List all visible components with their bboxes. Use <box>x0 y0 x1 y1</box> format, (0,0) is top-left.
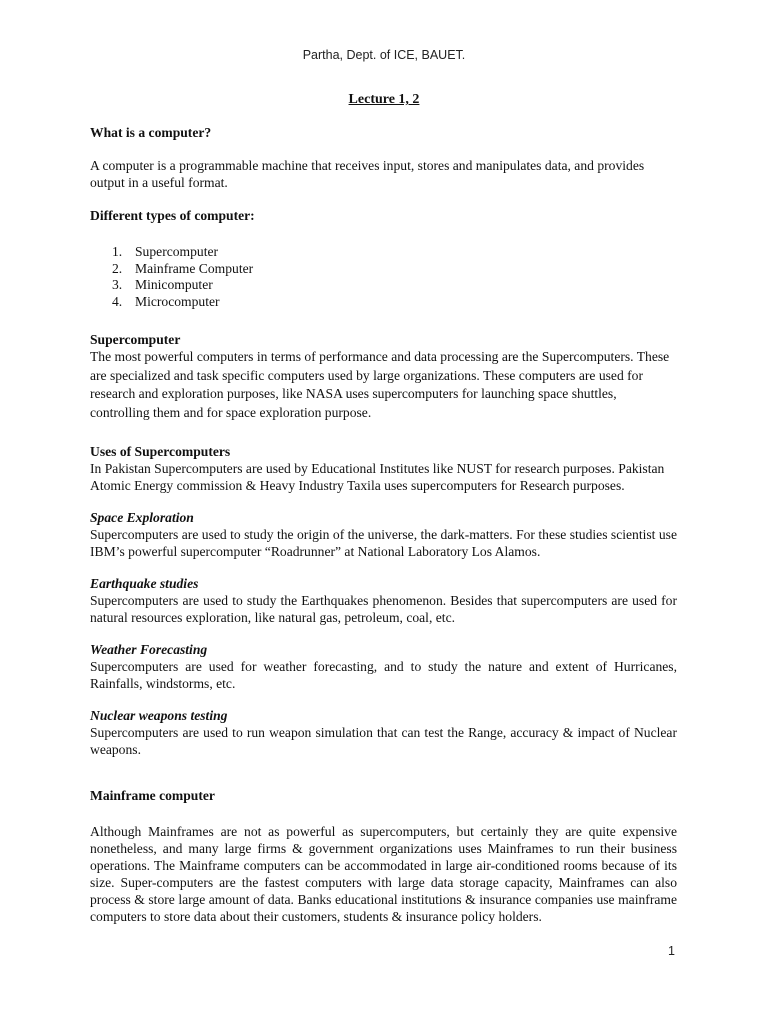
page-header: Partha, Dept. of ICE, BAUET. <box>302 48 466 62</box>
nuclear-body: Supercomputers are used to run weapon simulation that can test the Range, accuracy & impact of Nuclear weapons. <box>90 725 677 757</box>
space-exploration-body: Supercomputers are used to study the origin of the universe, the dark-matters. For these studies scientist use IBM’s powerful supercomputer “Roadrunner” at National Laboratory Los Alamos. <box>90 527 677 559</box>
weather-body: Supercomputers are used for weather forecasting, and to study the nature and extent of Hurricanes, Rainfalls, windstorms, etc. <box>90 659 677 691</box>
list-item <box>90 244 677 261</box>
what-is-heading: What is a computer? <box>90 125 212 140</box>
weather-heading: Weather Forecasting <box>90 642 208 657</box>
space-exploration-heading: Space Exploration <box>90 510 194 525</box>
types-heading: Different types of computer: <box>90 208 255 223</box>
document-body <box>90 124 677 925</box>
list-item-number: 1. <box>112 244 123 259</box>
list-item <box>90 294 677 311</box>
list-item-label: Mainframe Computer <box>135 260 254 276</box>
list-item-number: 2. <box>112 260 123 276</box>
lecture-title: Lecture 1, 2 <box>348 92 420 107</box>
list-item <box>90 261 677 278</box>
list-item-label: Supercomputer <box>135 244 219 259</box>
mainframe-heading: Mainframe computer <box>90 788 215 803</box>
list-item <box>90 277 677 294</box>
list-item-label: Microcomputer <box>135 293 220 309</box>
supercomputer-heading: Supercomputer <box>90 332 181 347</box>
what-is-body: A computer is a programmable machine that receives input, stores and manipulates data, and provides output in a useful format. <box>90 158 645 190</box>
types-list <box>90 244 677 310</box>
uses-body: In Pakistan Supercomputers are used by Educational Institutes like NUST for research purposes. Pakistan Atomic Energy commission & Heavy Industry Taxila uses supercomputers for Research purposes. <box>90 461 665 493</box>
uses-heading: Uses of Supercomputers <box>90 444 231 459</box>
earthquake-body: Supercomputers are used to study the Earthquakes phenomenon. Besides that supercomputers are used for natural resources exploration, like natural gas, petroleum, coal, etc. <box>90 593 677 625</box>
list-item-label: Minicomputer <box>135 277 213 292</box>
supercomputer-body: The most powerful computers in terms of performance and data processing are the Supercomputers. These are specialized and task specific computers used by large organizations. These computers are used for research and exploration purposes, like NASA uses supercomputers for launching space shuttles, controlling them and for space exploration purpose. <box>90 349 670 420</box>
list-item-number: 4. <box>112 293 123 309</box>
earthquake-heading: Earthquake studies <box>90 576 199 591</box>
nuclear-heading: Nuclear weapons testing <box>90 708 228 723</box>
list-item-number: 3. <box>112 277 123 292</box>
page-number: 1 <box>668 944 675 958</box>
mainframe-body: Although Mainframes are not as powerful as supercomputers, but certainly they are quite expensive nonetheless, and many large firms & government organizations uses Mainframes to run their business operations. The Mainframe computers can be accommodated in large air-conditioned rooms because of its size. Super-computers are the fastest computers with large data storage capacity, Mainframes can also process & store large amount of data. Banks educational institutions & insurance companies use mainframe computers to store data about their customers, students & insurance policy holders. <box>90 824 677 924</box>
